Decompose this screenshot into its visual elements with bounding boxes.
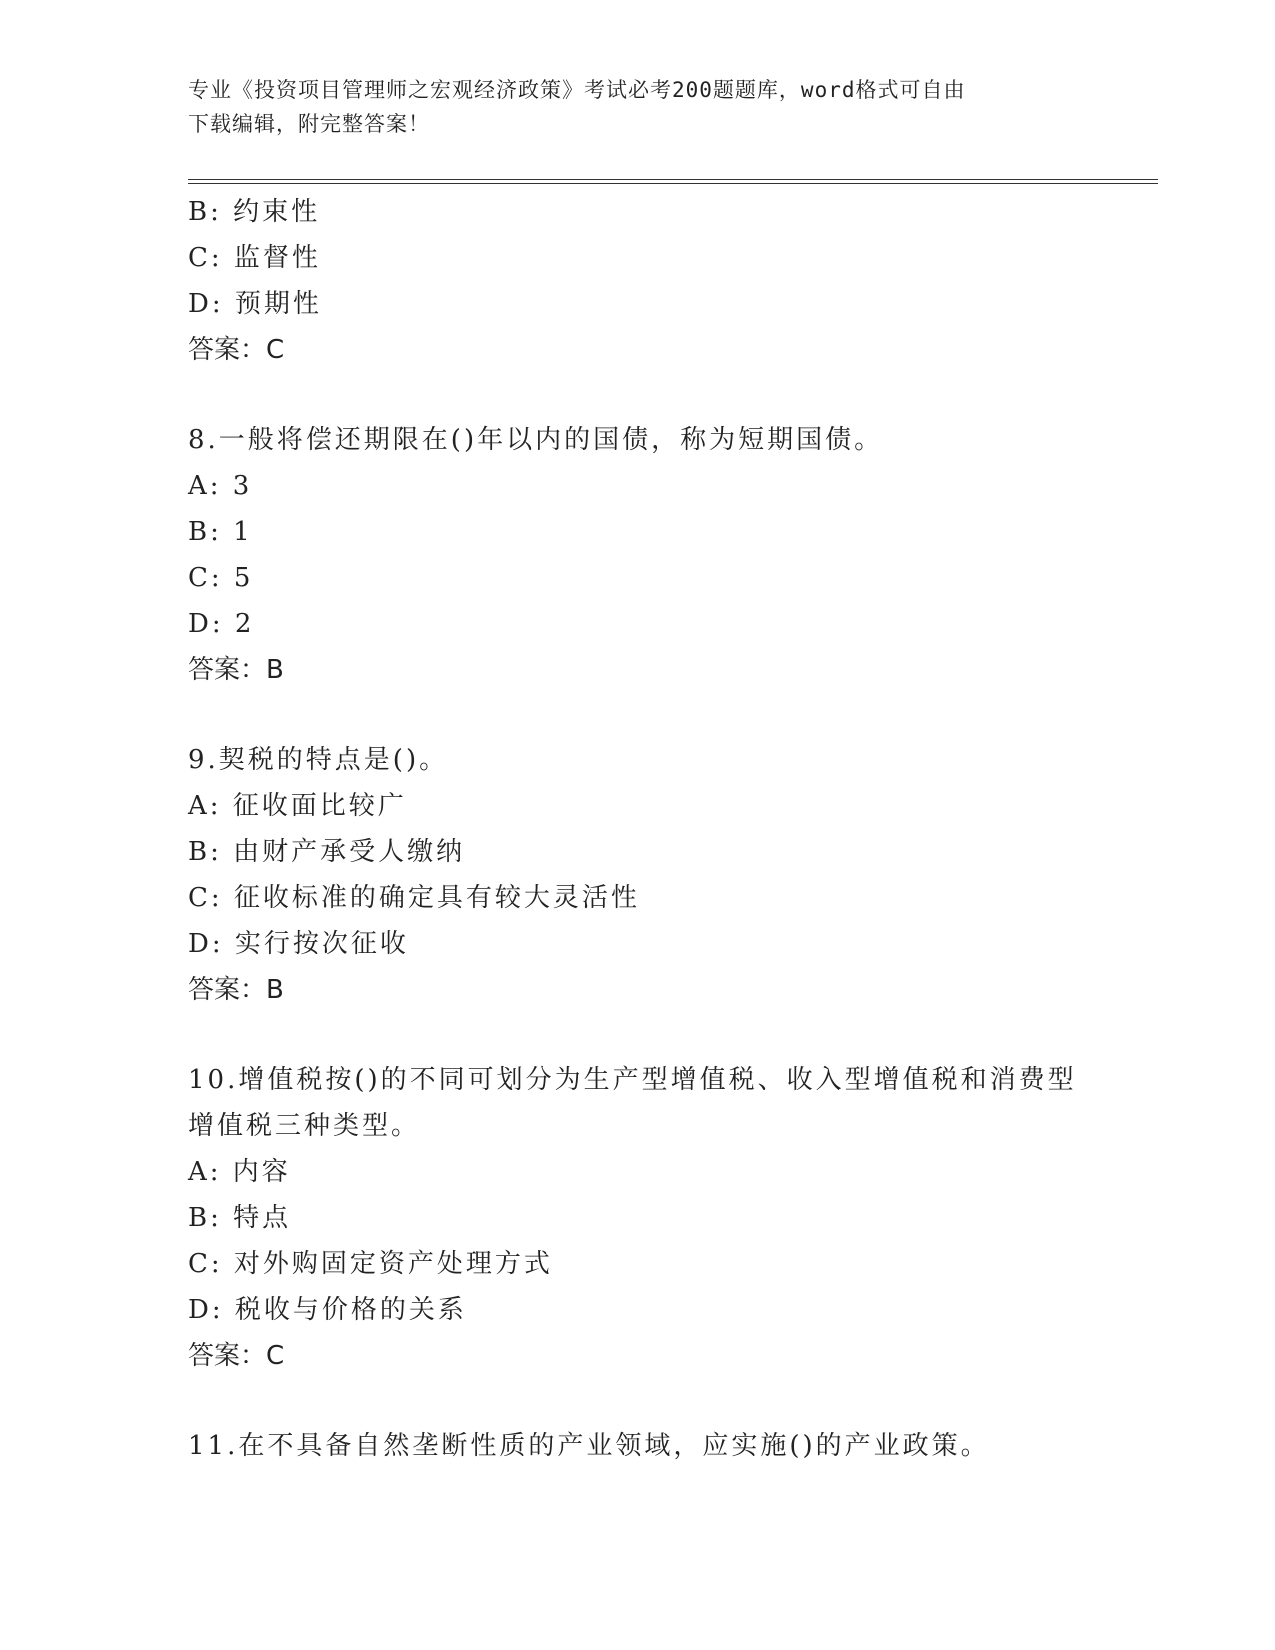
question-10 bbox=[188, 1057, 1088, 1379]
question-stem-line-1: 10.增值税按()的不同可划分为生产型增值税、收入型增值税和消费型 bbox=[188, 1065, 1077, 1095]
option-a: A: 内容 bbox=[188, 1157, 291, 1187]
option-d: D: 预期性 bbox=[188, 289, 322, 319]
option-c: C: 监督性 bbox=[188, 243, 321, 273]
document-header bbox=[188, 73, 1068, 141]
question-11 bbox=[188, 1423, 1088, 1469]
question-stem: 9.契税的特点是()。 bbox=[188, 745, 449, 775]
answer: 答案：C bbox=[188, 335, 285, 365]
option-a: A: 征收面比较广 bbox=[188, 791, 407, 821]
header-divider-bottom bbox=[188, 183, 1158, 184]
option-d: D: 2 bbox=[188, 609, 255, 639]
answer: 答案：B bbox=[188, 655, 284, 685]
header-line-1: 专业《投资项目管理师之宏观经济政策》考试必考200题题库，word格式可自由 bbox=[188, 78, 966, 102]
option-a: A: 3 bbox=[188, 471, 253, 501]
answer: 答案：C bbox=[188, 1341, 285, 1371]
question-list bbox=[188, 189, 1088, 1469]
option-c: C: 征收标准的确定具有较大灵活性 bbox=[188, 883, 640, 913]
option-b: B: 约束性 bbox=[188, 197, 321, 227]
question-stem-line-2: 增值税三种类型。 bbox=[188, 1111, 421, 1141]
option-d: D: 税收与价格的关系 bbox=[188, 1295, 467, 1325]
question-stem: 8.一般将偿还期限在()年以内的国债，称为短期国债。 bbox=[188, 425, 884, 455]
option-b: B: 1 bbox=[188, 517, 253, 547]
answer: 答案：B bbox=[188, 975, 284, 1005]
option-d: D: 实行按次征收 bbox=[188, 929, 409, 959]
header-line-2: 下载编辑，附完整答案！ bbox=[188, 112, 430, 136]
question-7 bbox=[188, 189, 1088, 373]
option-b: B: 特点 bbox=[188, 1203, 292, 1233]
option-c: C: 对外购固定资产处理方式 bbox=[188, 1249, 553, 1279]
question-9 bbox=[188, 737, 1088, 1013]
option-b: B: 由财产承受人缴纳 bbox=[188, 837, 466, 867]
question-stem: 11.在不具备自然垄断性质的产业领域，应实施()的产业政策。 bbox=[188, 1431, 990, 1461]
option-c: C: 5 bbox=[188, 563, 254, 593]
question-8 bbox=[188, 417, 1088, 693]
header-divider-top bbox=[188, 179, 1158, 180]
